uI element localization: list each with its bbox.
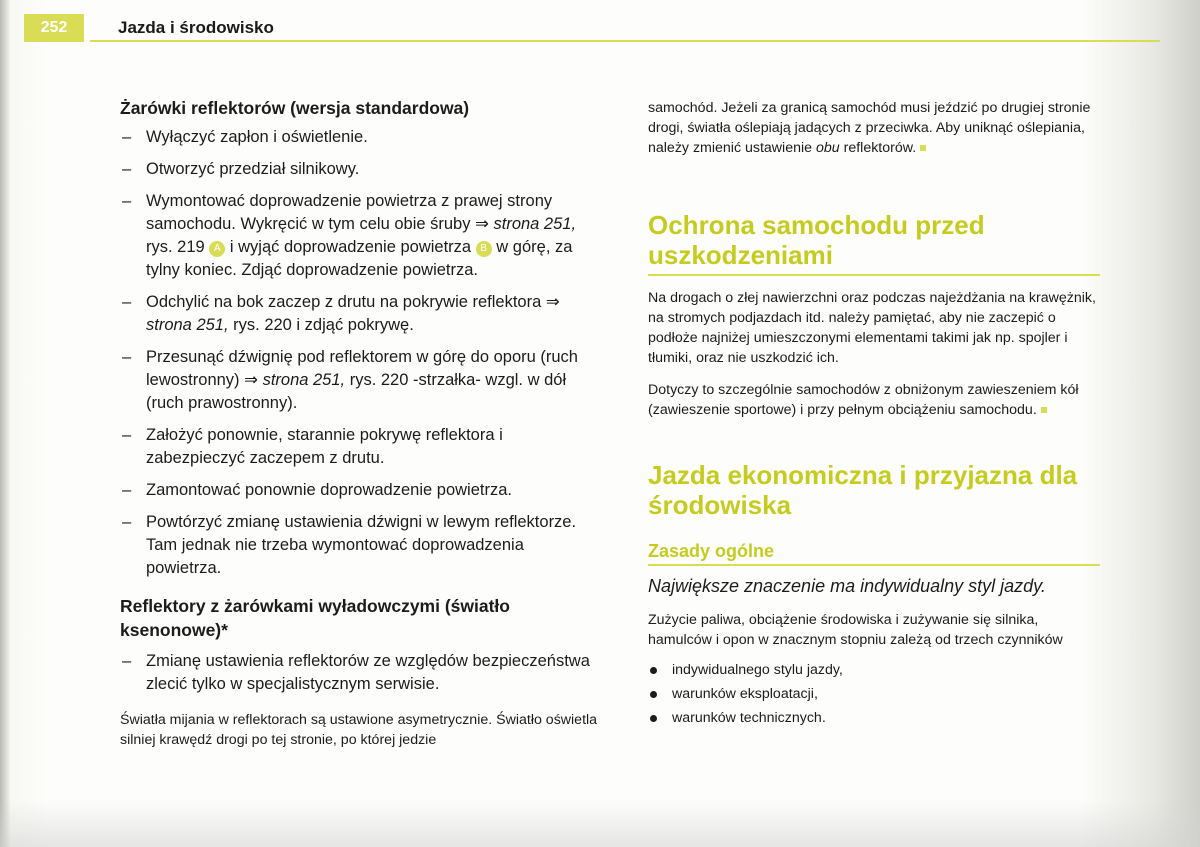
list-item: – Wyłączyć zapłon i oświetlenie. bbox=[122, 128, 368, 146]
list-item-text: Wyłączyć zapłon i oświetlenie. bbox=[146, 128, 368, 146]
callout-a-icon: A bbox=[209, 241, 225, 257]
bullet-icon bbox=[650, 691, 657, 698]
page-header-title: Jazda i środowisko bbox=[118, 18, 274, 37]
arrow-icon: ⇒ bbox=[545, 293, 560, 311]
list-item: – Zmianę ustawienia reflektorów ze względów bezpieczeństwa zlecić tylko w specjalistycznym serwisie. bbox=[122, 652, 590, 693]
page-reference[interactable]: strona 251, bbox=[262, 371, 346, 389]
arrow-icon: ⇒ bbox=[244, 371, 258, 389]
heading-rule bbox=[648, 564, 1100, 566]
body-paragraph: Zużycie paliwa, obciążenie środowiska i zużywanie się silnika, hamulców i opon w znacznym stopniu zależą od trzech czynników bbox=[648, 612, 1063, 648]
list-item: – Wymontować doprowadzenie powietrza z prawej strony samochodu. Wykręcić w tym celu obie śruby ⇒ strona 251, rys. 219 A i wyjąć doprowadzenie powietrza B w górę, za tylny koniec. Zdjąć doprowadzenie powietrza. bbox=[122, 192, 577, 279]
list-item: – Powtórzyć zmianę ustawienia dźwigni w lewym reflektorze. Tam jednak nie trzeba wymontować doprowadzenia powietrza. bbox=[122, 513, 577, 577]
heading-rule bbox=[648, 274, 1100, 276]
bullet-icon bbox=[650, 667, 657, 674]
lead-sentence: Największe znaczenie ma indywidualny styl jazdy. bbox=[648, 576, 1046, 596]
right-column bbox=[648, 98, 1100, 732]
callout-b-icon: B bbox=[476, 241, 492, 257]
end-of-section-icon bbox=[920, 145, 926, 151]
list-item: – Zamontować ponownie doprowadzenie powietrza. bbox=[122, 481, 512, 499]
section-title-xenon: Reflektory z żarówkami wyładowczymi (światło ksenonowe)* bbox=[120, 596, 510, 640]
bullet-item: warunków eksploatacji, bbox=[648, 684, 1100, 704]
list-item-text: Wymontować doprowadzenie powietrza z prawej strony samochodu. Wykręcić w tym celu obie śruby bbox=[146, 192, 553, 233]
list-item: – Założyć ponownie, starannie pokrywę reflektora i zabezpieczyć zaczepem z drutu. bbox=[122, 426, 503, 467]
bottom-shadow bbox=[0, 800, 1200, 847]
body-paragraph: Światła mijania w reflektorach są ustawione asymetrycznie. Światło oświetla silniej krawędź drogi po tej stronie, po której jedzie bbox=[120, 712, 598, 748]
section-heading-eco-driving: Jazda ekonomiczna i przyjazna dla środowiska bbox=[648, 460, 1078, 520]
page-number: 252 bbox=[24, 14, 84, 42]
list-item: – Odchylić na bok zaczep z drutu na pokrywie reflektora ⇒ strona 251, rys. 220 i zdjąć pokrywę. bbox=[122, 293, 560, 334]
body-paragraph: Dotyczy to szczególnie samochodów z obniżonym zawieszeniem kół (zawieszenie sportowe) i przy pełnym obciążeniu samochodu. bbox=[648, 382, 1079, 418]
section-heading-protection: Ochrona samochodu przed uszkodzeniami bbox=[648, 210, 985, 270]
list-item: – Otworzyć przedział silnikowy. bbox=[122, 160, 360, 178]
page-reference[interactable]: strona 251, bbox=[493, 215, 577, 233]
arrow-icon: ⇒ bbox=[475, 215, 489, 233]
bullet-item: indywidualnego stylu jazdy, bbox=[648, 660, 1100, 680]
bullet-icon bbox=[650, 715, 657, 722]
body-paragraph: samochód. Jeżeli za granicą samochód musi jeździć po drugiej stronie drogi, światła oślepiają jadących z przeciwka. Aby uniknąć oślepiania, należy zmienić ustawienie obu reflektorów. bbox=[648, 100, 1091, 156]
subsection-heading-general: Zasady ogólne bbox=[648, 541, 775, 561]
end-of-section-icon bbox=[1041, 407, 1047, 413]
list-item-text: Otworzyć przedział silnikowy. bbox=[146, 160, 360, 178]
section-title-standard-bulbs: Żarówki reflektorów (wersja standardowa) bbox=[120, 98, 470, 118]
bullet-item: warunków technicznych. bbox=[648, 708, 1100, 728]
header-rule bbox=[90, 40, 1160, 42]
page-edge bbox=[0, 0, 10, 847]
left-column bbox=[120, 96, 602, 750]
page-reference[interactable]: strona 251, bbox=[146, 316, 229, 334]
body-paragraph: Na drogach o złej nawierzchni oraz podczas najeżdżania na krawężnik, na stromych podjazdach itd. należy pamiętać, aby nie zaczepić o podłoże najniżej umieszczonymi elementami takimi jak np. spojler i tłumiki, oraz nie uszkodzić ich. bbox=[648, 290, 1096, 366]
list-item: – Przesunąć dźwignię pod reflektorem w górę do oporu (ruch lewostronny) ⇒ strona 251, rys. 220 -strzałka- wzgl. w dół (ruch prawostronny). bbox=[122, 348, 578, 412]
